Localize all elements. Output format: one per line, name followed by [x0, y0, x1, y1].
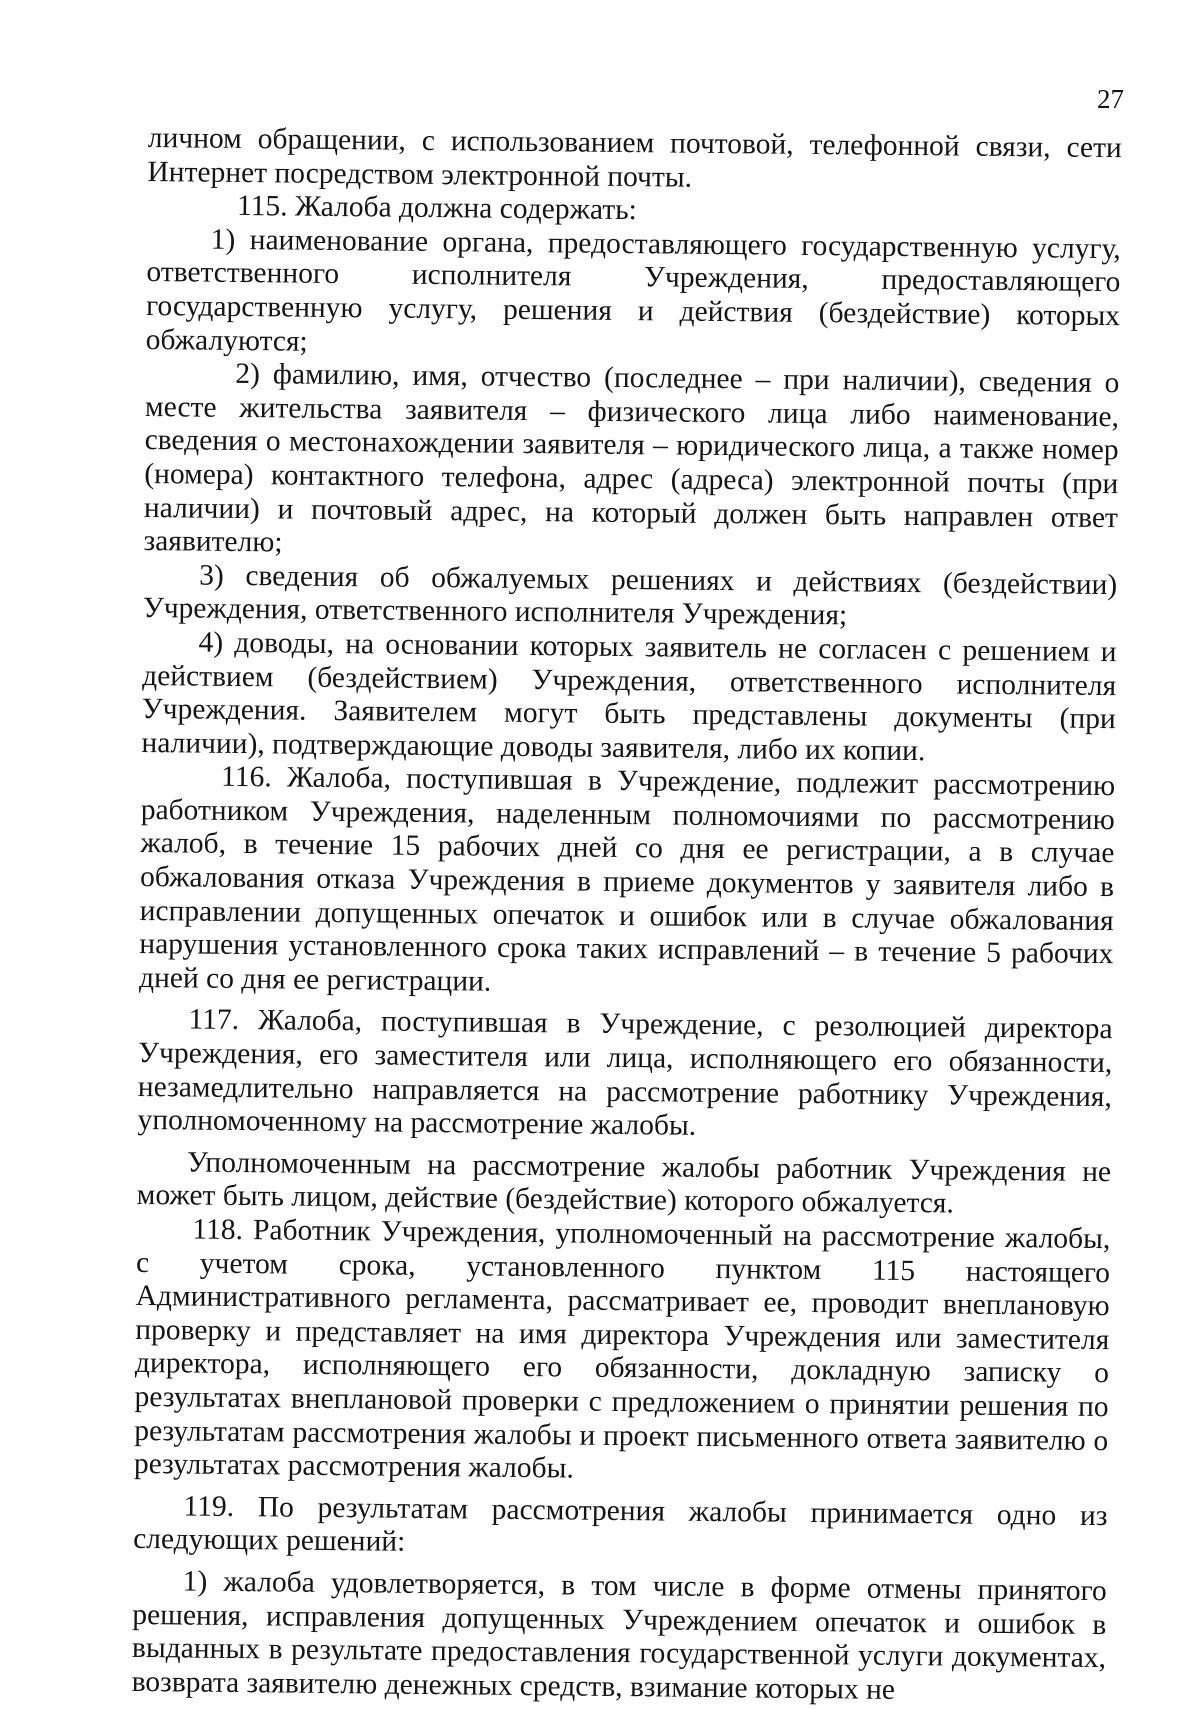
list-item-115-3: 3) сведения об обжалуемых решениях и действиях (бездействии) Учреждения, ответственного исполнителя Учреждения;: [142, 559, 1118, 632]
list-item-119-1: 1) жалоба удовлетворяется, в том числе в форме отмены принятого решения, исправления допущенных Учреждением опечаток и ошибок в выданных в результате предоставления государственной услуги документах, возврата заявителю денежных средств, взимание которых не: [131, 1565, 1107, 1706]
list-item-115-2: 2) фамилию, имя, отчество (последнее – при наличии), сведения о месте жительства заявителя – физического лица либо наименование, сведения о местонахождении заявителя – юридического лица, а также номер (номера) контактного телефона, адрес (адреса) электронной почты (при наличии) и почтовый адрес, на который должен быть направлен ответ заявителю;: [143, 358, 1120, 559]
paragraph-117-note: Уполномоченным на рассмотрение жалобы работник Учреждения не может быть лицом, действие (бездействие) которого обжалуется.: [136, 1146, 1112, 1220]
paragraph-119: 119. По результатам рассмотрения жалобы принимается одно из следующих решений:: [132, 1490, 1108, 1559]
paragraph-115: 115. Жалоба должна содержать:: [236, 190, 638, 227]
page-number: 27: [1097, 84, 1124, 114]
paragraph-continuation: личном обращении, с использованием почтовой, телефонной связи, сети Интернет посредством электронной почты.: [147, 122, 1122, 194]
list-item-115-1: 1) наименование органа, предоставляющего государственную услугу, ответственного исполнителя Учреждения, предоставляющего государственную услугу, решения и действия (бездействие) которых обжалуются;: [145, 223, 1121, 358]
paragraph-116: 116. Жалоба, поступившая в Учреждение, подлежит рассмотрению работником Учреждения, наделенным полномочиями по рассмотрению жалоб, в течение 15 рабочих дней со дня ее регистрации, а в случае обжалования отказа Учреждения в приеме документов у заявителя либо в исправлении допущенных опечаток и ошибок или в случае обжалования нарушения установленного срока таких исправлений – в течение 5 рабочих дней со дня ее регистрации.: [138, 761, 1116, 998]
list-item-115-4: 4) доводы, на основании которых заявитель не согласен с решением и действием (бездействием) Учреждения, ответственного исполнителя Учреждения. Заявителем могут быть представлены документы (при наличии), подтверждающие доводы заявителя, либо их копии.: [141, 626, 1117, 767]
paragraph-118: 118. Работник Учреждения, уполномоченный на рассмотрение жалобы, с учетом срока, установленного пунктом 115 настоящего Административного регламента, рассматривает ее, проводит внеплановую проверку и представляет на имя директора Учреждения или заместителя директора, исполняющего его обязанности, докладную записку о результатах внеплановой проверки с предложением о принятии решения по результатам рассмотрения жалобы и проект письменного ответа заявителю о результатах рассмотрения жалобы.: [133, 1213, 1111, 1485]
paragraph-117: 117. Жалоба, поступившая в Учреждение, с резолюцией директора Учреждения, его заместителя или лица, исполняющего его обязанности, незамедлительно направляется на рассмотрение работнику Учреждения, уполномоченному на рассмотрение жалобы.: [137, 1003, 1113, 1143]
document-body: [131, 122, 1121, 1709]
